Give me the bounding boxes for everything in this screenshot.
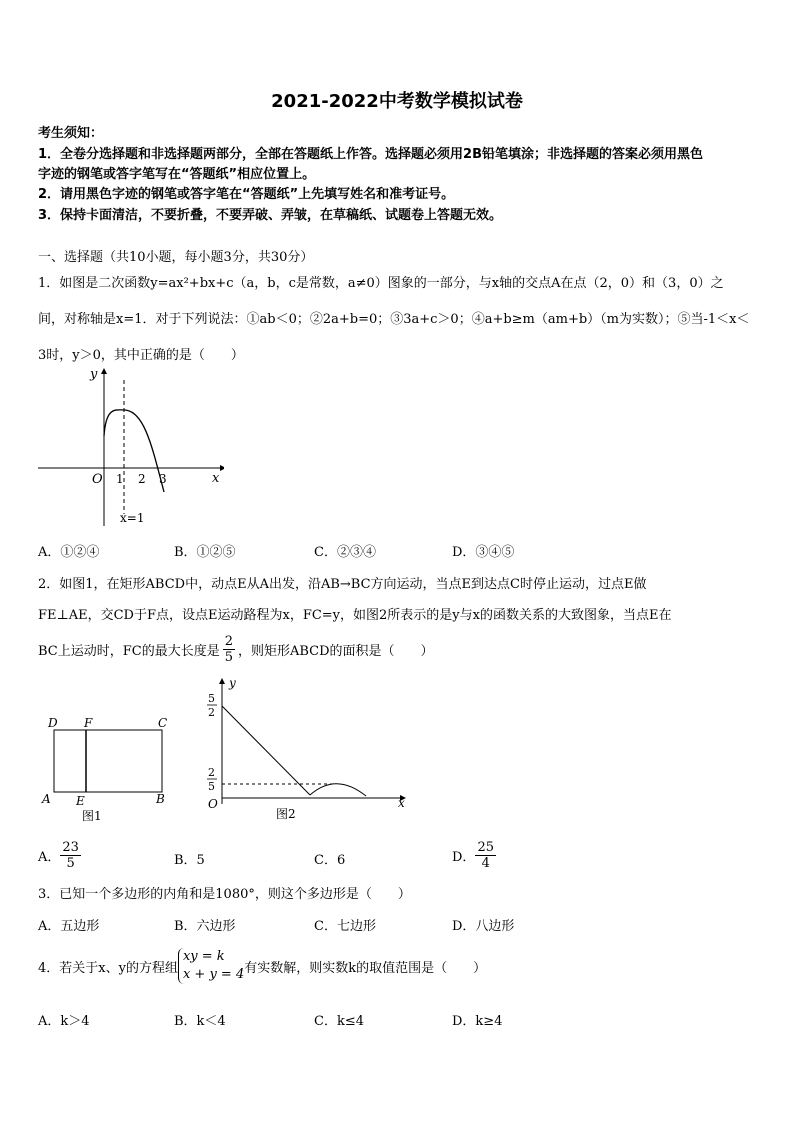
- descending-segment: [222, 706, 310, 795]
- option-letter: D．: [452, 850, 476, 865]
- option-d-fraction: $\frac{25}{4}$: [477, 840, 494, 871]
- y-tick-top-den: 2: [208, 706, 215, 719]
- q4-text-end: 有实数解，则实数k的取值范围是（ ）: [244, 960, 487, 976]
- y-axis-label: y: [90, 367, 98, 382]
- q4-equation-system: [178, 948, 244, 984]
- notice-heading: 考生须知：: [38, 126, 104, 141]
- y-axis-arrow: [219, 678, 225, 684]
- q1-line-3: 3时，y＞0，其中正确的是（ ）: [38, 348, 244, 363]
- x-axis-label: x: [398, 796, 405, 810]
- y-tick-low-num: 2: [208, 766, 215, 779]
- q2-line-3-end: ，则矩形ABCD的面积是（ ）: [238, 644, 434, 659]
- q1-line-2: 间，对称轴是x=1．对于下列说法：①ab＜0；②2a+b=0；③3a+c＞0；④a+b≥m（am+b）（m为实数）；⑤当-1＜x＜: [38, 312, 750, 327]
- arc-segment: [310, 784, 366, 796]
- origin-label: O: [208, 797, 218, 811]
- label-e: E: [76, 794, 85, 808]
- y-tick-low-den: 5: [208, 780, 215, 793]
- q1-option-a[interactable]: A．①②④: [38, 545, 100, 560]
- label-c: C: [158, 716, 168, 730]
- label-b: B: [156, 792, 165, 806]
- q2-line-3-start: BC上运动时，FC的最大长度是: [38, 644, 220, 659]
- q2-figure-2-graph: [200, 674, 412, 824]
- option-a-fraction: $\frac{23}{5}$: [62, 840, 79, 871]
- notice-item-2: 2．请用黑色字迹的钢笔或答字笔在“答题纸”上先填写姓名和准考证号。: [38, 187, 455, 202]
- option-letter: A．: [38, 850, 61, 865]
- q3-text: 3．已知一个多边形的内角和是1080°，则这个多边形是（ ）: [38, 887, 411, 902]
- symmetry-axis-label: x=1: [120, 511, 145, 525]
- tick-1: 1: [116, 472, 124, 486]
- figure-2-caption: 图2: [276, 807, 296, 821]
- q2-option-b[interactable]: B．5: [174, 853, 205, 868]
- q4-equation-1: xy = k: [182, 949, 225, 964]
- q3-option-b[interactable]: B．六边形: [174, 919, 236, 934]
- q2-figure-1-rectangle: [36, 712, 176, 824]
- section-heading: 一、选择题（共10小题，每小题3分，共30分）: [38, 250, 314, 265]
- q4-line: [38, 948, 486, 984]
- q2-line-2: FE⊥AE，交CD于F点，设点E运动路程为x，FC=y，如图2所表示的是y与x的函数关系的大致图象，当点E在: [38, 608, 672, 623]
- label-a: A: [42, 792, 51, 806]
- q2-option-c[interactable]: C．6: [314, 853, 346, 868]
- tick-2: 2: [138, 472, 146, 486]
- q4-equation-2: x + y = 4: [182, 967, 245, 982]
- q1-line-1: 1．如图是二次函数y=ax²+bx+c（a，b，c是常数，a≠0）图象的一部分，与x轴的交点A在点（2，0）和（3，0）之: [38, 276, 724, 291]
- origin-label: O: [92, 472, 103, 487]
- q4-option-c[interactable]: C．k≤4: [314, 1014, 364, 1029]
- y-tick-top-num: 5: [208, 692, 215, 705]
- q4-text-start: 4．若关于x、y的方程组: [38, 960, 178, 976]
- y-axis-label: y: [229, 676, 236, 690]
- page-title: 2021-2022中考数学模拟试卷: [271, 91, 523, 112]
- q4-option-a[interactable]: A．k＞4: [38, 1014, 90, 1029]
- tick-3: 3: [159, 472, 167, 486]
- q2-line-3: [38, 634, 434, 665]
- q2-option-a[interactable]: [38, 840, 81, 871]
- x-axis-arrow: [220, 465, 224, 471]
- q1-option-c[interactable]: C．②③④: [314, 545, 376, 560]
- q4-option-b[interactable]: B．k＜4: [174, 1014, 226, 1029]
- q1-parabola-graph: [34, 366, 224, 528]
- notice-item-3: 3．保持卡面清洁，不要折叠，不要弄破、弄皱，在草稿纸、试题卷上答题无效。: [38, 208, 503, 223]
- parabola-curve: [104, 410, 164, 492]
- q1-option-b[interactable]: B．①②⑤: [174, 545, 236, 560]
- label-d: D: [48, 716, 58, 730]
- q3-option-d[interactable]: D．八边形: [452, 919, 515, 934]
- notice-item-1-cont: 字迹的钢笔或答字笔写在“答题纸”相应位置上。: [38, 167, 316, 182]
- q2-max-length-fraction: $\frac{2}{5}$: [224, 634, 233, 665]
- notice-item-1: 1．全卷分选择题和非选择题两部分，全部在答题纸上作答。选择题必须用2B铅笔填涂；非选择题的答案必须用黑色: [38, 147, 704, 162]
- q3-option-c[interactable]: C．七边形: [314, 919, 376, 934]
- q1-option-d[interactable]: D．③④⑤: [452, 545, 515, 560]
- x-axis-label: x: [212, 471, 220, 486]
- figure-1-caption: 图1: [82, 809, 102, 823]
- q2-option-d[interactable]: [452, 840, 496, 871]
- rectangle-abcd: [54, 730, 162, 792]
- q3-option-a[interactable]: A．五边形: [38, 919, 100, 934]
- q4-option-d[interactable]: D．k≥4: [452, 1014, 503, 1029]
- y-axis-arrow: [101, 368, 107, 374]
- q2-line-1: 2．如图1，在矩形ABCD中，动点E从A出发，沿AB→BC方向运动，当点E到达点C时停止运动，过点E做: [38, 577, 647, 592]
- label-f: F: [84, 716, 93, 730]
